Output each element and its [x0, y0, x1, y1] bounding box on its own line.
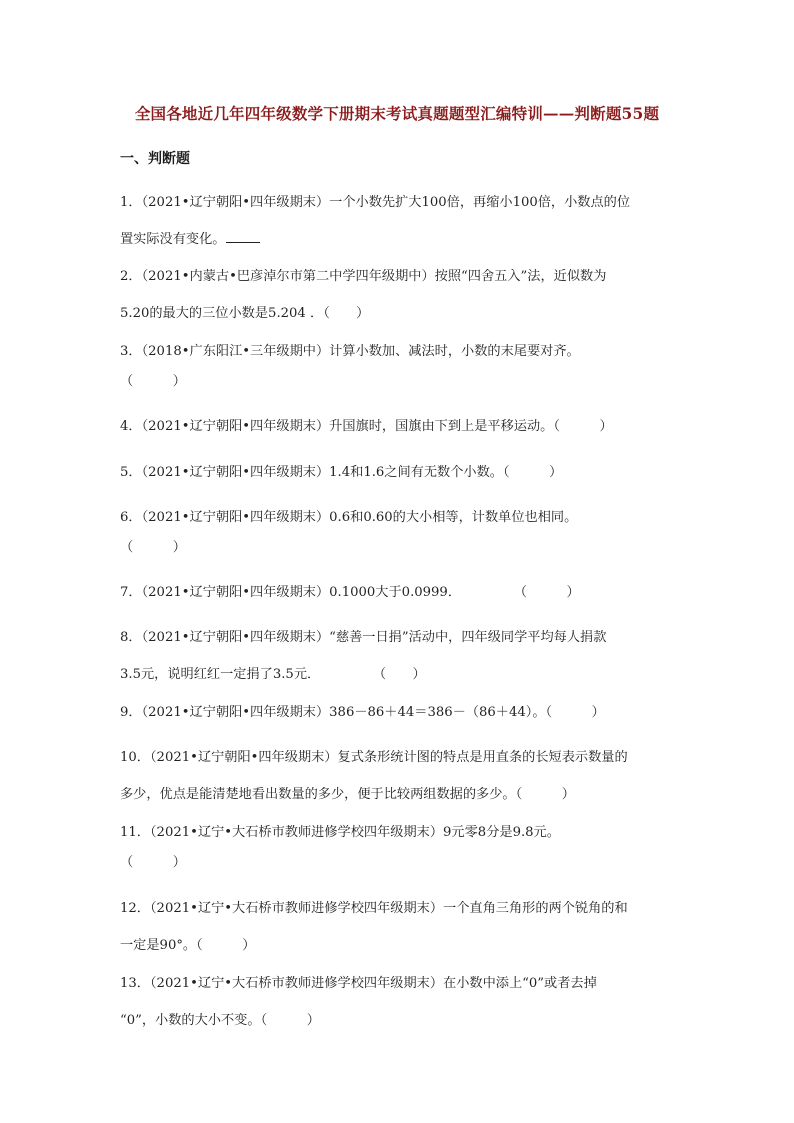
question-line: 11．（2021•辽宁•大石桥市教师进修学校四年级期末）9元零8分是9.8元。 [120, 825, 560, 840]
answer-blank [226, 228, 260, 243]
question-line: 6．（2021•辽宁朝阳•四年级期末）0.6和0.60的大小相等，计数单位也相同。 [120, 510, 578, 525]
question-6 [120, 505, 680, 561]
question-line: 1．（2021•辽宁朝阳•四年级期末）一个小数先扩大100倍，再缩小100倍，小数点的位 [120, 195, 631, 210]
question-line: 9．（2021•辽宁朝阳•四年级期末）386－86＋44＝386－（86＋44）。（ ） [120, 705, 605, 720]
question-line: 多少，优点是能清楚地看出数量的多少，便于比较两组数据的多少。（ ） [120, 787, 575, 802]
question-line: 7．（2021•辽宁朝阳•四年级期末）0.1000大于0.0999． （ ） [120, 585, 580, 600]
question-line: 5．（2021•辽宁朝阳•四年级期末）1.4和1.6之间有无数个小数。（ ） [120, 465, 563, 480]
section-heading: 一、判断题 [120, 151, 190, 167]
question-line: 5.20的最大的三位小数是5.204 ．（ ） [120, 306, 370, 321]
question-3 [120, 339, 680, 395]
question-8 [120, 625, 680, 688]
question-10 [120, 745, 680, 808]
question-9 [120, 700, 680, 726]
question-line: （ ） [120, 855, 186, 870]
question-line: 2．（2021•内蒙古•巴彦淖尔市第二中学四年级期中）按照“四舍五入”法，近似数为 [120, 269, 607, 284]
question-line: 12．（2021•辽宁•大石桥市教师进修学校四年级期末）一个直角三角形的两个锐角的和 [120, 901, 628, 916]
question-line: 13．（2021•辽宁•大石桥市教师进修学校四年级期末）在小数中添上“0”或者去掉 [120, 976, 597, 991]
question-line: 3．（2018•广东阳江•三年级期中）计算小数加、减法时，小数的末尾要对齐。 [120, 344, 580, 359]
question-4 [120, 414, 680, 440]
question-line: 一定是90°。（ ） [120, 938, 256, 953]
question-5 [120, 460, 680, 486]
question-7 [120, 580, 680, 606]
question-line: 置实际没有变化。 [120, 232, 226, 247]
question-line: 4．（2021•辽宁朝阳•四年级期末）升国旗时，国旗由下到上是平移运动。（ ） [120, 419, 613, 434]
question-12 [120, 896, 680, 959]
question-line: 3.5元，说明红红一定捐了3.5元． （ ） [120, 667, 426, 682]
question-line: 8．（2021•辽宁朝阳•四年级期末）“慈善一日捐”活动中，四年级同学平均每人捐款 [120, 630, 607, 645]
question-line: “0”，小数的大小不变。（ ） [120, 1013, 320, 1028]
question-line: 10．（2021•辽宁朝阳•四年级期末）复式条形统计图的特点是用直条的长短表示数量的 [120, 750, 628, 765]
question-1 [120, 190, 680, 253]
question-line: （ ） [120, 374, 186, 389]
question-11 [120, 820, 680, 876]
question-2 [120, 264, 680, 327]
question-13 [120, 971, 680, 1034]
question-line: （ ） [120, 540, 186, 555]
document-title: 全国各地近几年四年级数学下册期末考试真题题型汇编特训——判断题55题 [134, 104, 660, 123]
